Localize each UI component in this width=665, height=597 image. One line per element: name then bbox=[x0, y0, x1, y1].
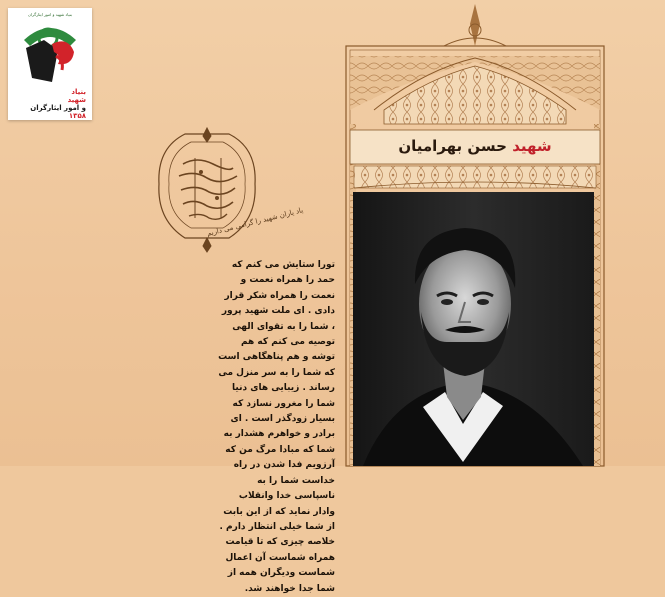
logo-emblem-icon bbox=[18, 20, 82, 86]
testament-paragraph: تورا ستایش می کنم که حمد را همراه نعمت و نعمت را همراه شکر قرار دادی . ای ملت شهید پرور ، شما را به تقوای الهی توصیه می کنم که هم توشه و هم پناهگاهی است که شما را به سر منزل می رساند . زیبایی های دنیا شما را مغرور نسازد که بسیار زودگذر است . ای برادر و خواهرم هشدار به شما که مبادا مرگ من که آرزویم فدا شدن در راه خداست شما را به ناسپاسی خدا وانقلاب وادار نماید که از این بابت از شما خیلی انتظار دارم . خلاصه چیزی که تا قیامت همراه شماست آن اعمال شماست ودیگران همه از شما جدا خواهند شد. bbox=[218, 260, 335, 594]
logo-arc-text: بنیاد شهید و امور ایثارگران bbox=[27, 12, 73, 17]
vow-line: یاد یاران شهید را گرامی می داریم bbox=[206, 206, 304, 238]
title-prefix: شهید bbox=[512, 137, 552, 155]
calligraphy-medallion-icon bbox=[137, 128, 277, 258]
page-title bbox=[350, 132, 600, 160]
foundation-logo bbox=[8, 8, 92, 120]
logo-line-1: بنیاد bbox=[71, 88, 86, 96]
martyr-portrait bbox=[353, 192, 594, 466]
martyr-name: حسن بهرامیان bbox=[398, 137, 507, 155]
logo-line-3: و امور ایثارگران bbox=[30, 104, 86, 112]
logo-year: ۱۳۵۸ bbox=[68, 112, 86, 120]
logo-line-2: شهید bbox=[67, 96, 86, 104]
